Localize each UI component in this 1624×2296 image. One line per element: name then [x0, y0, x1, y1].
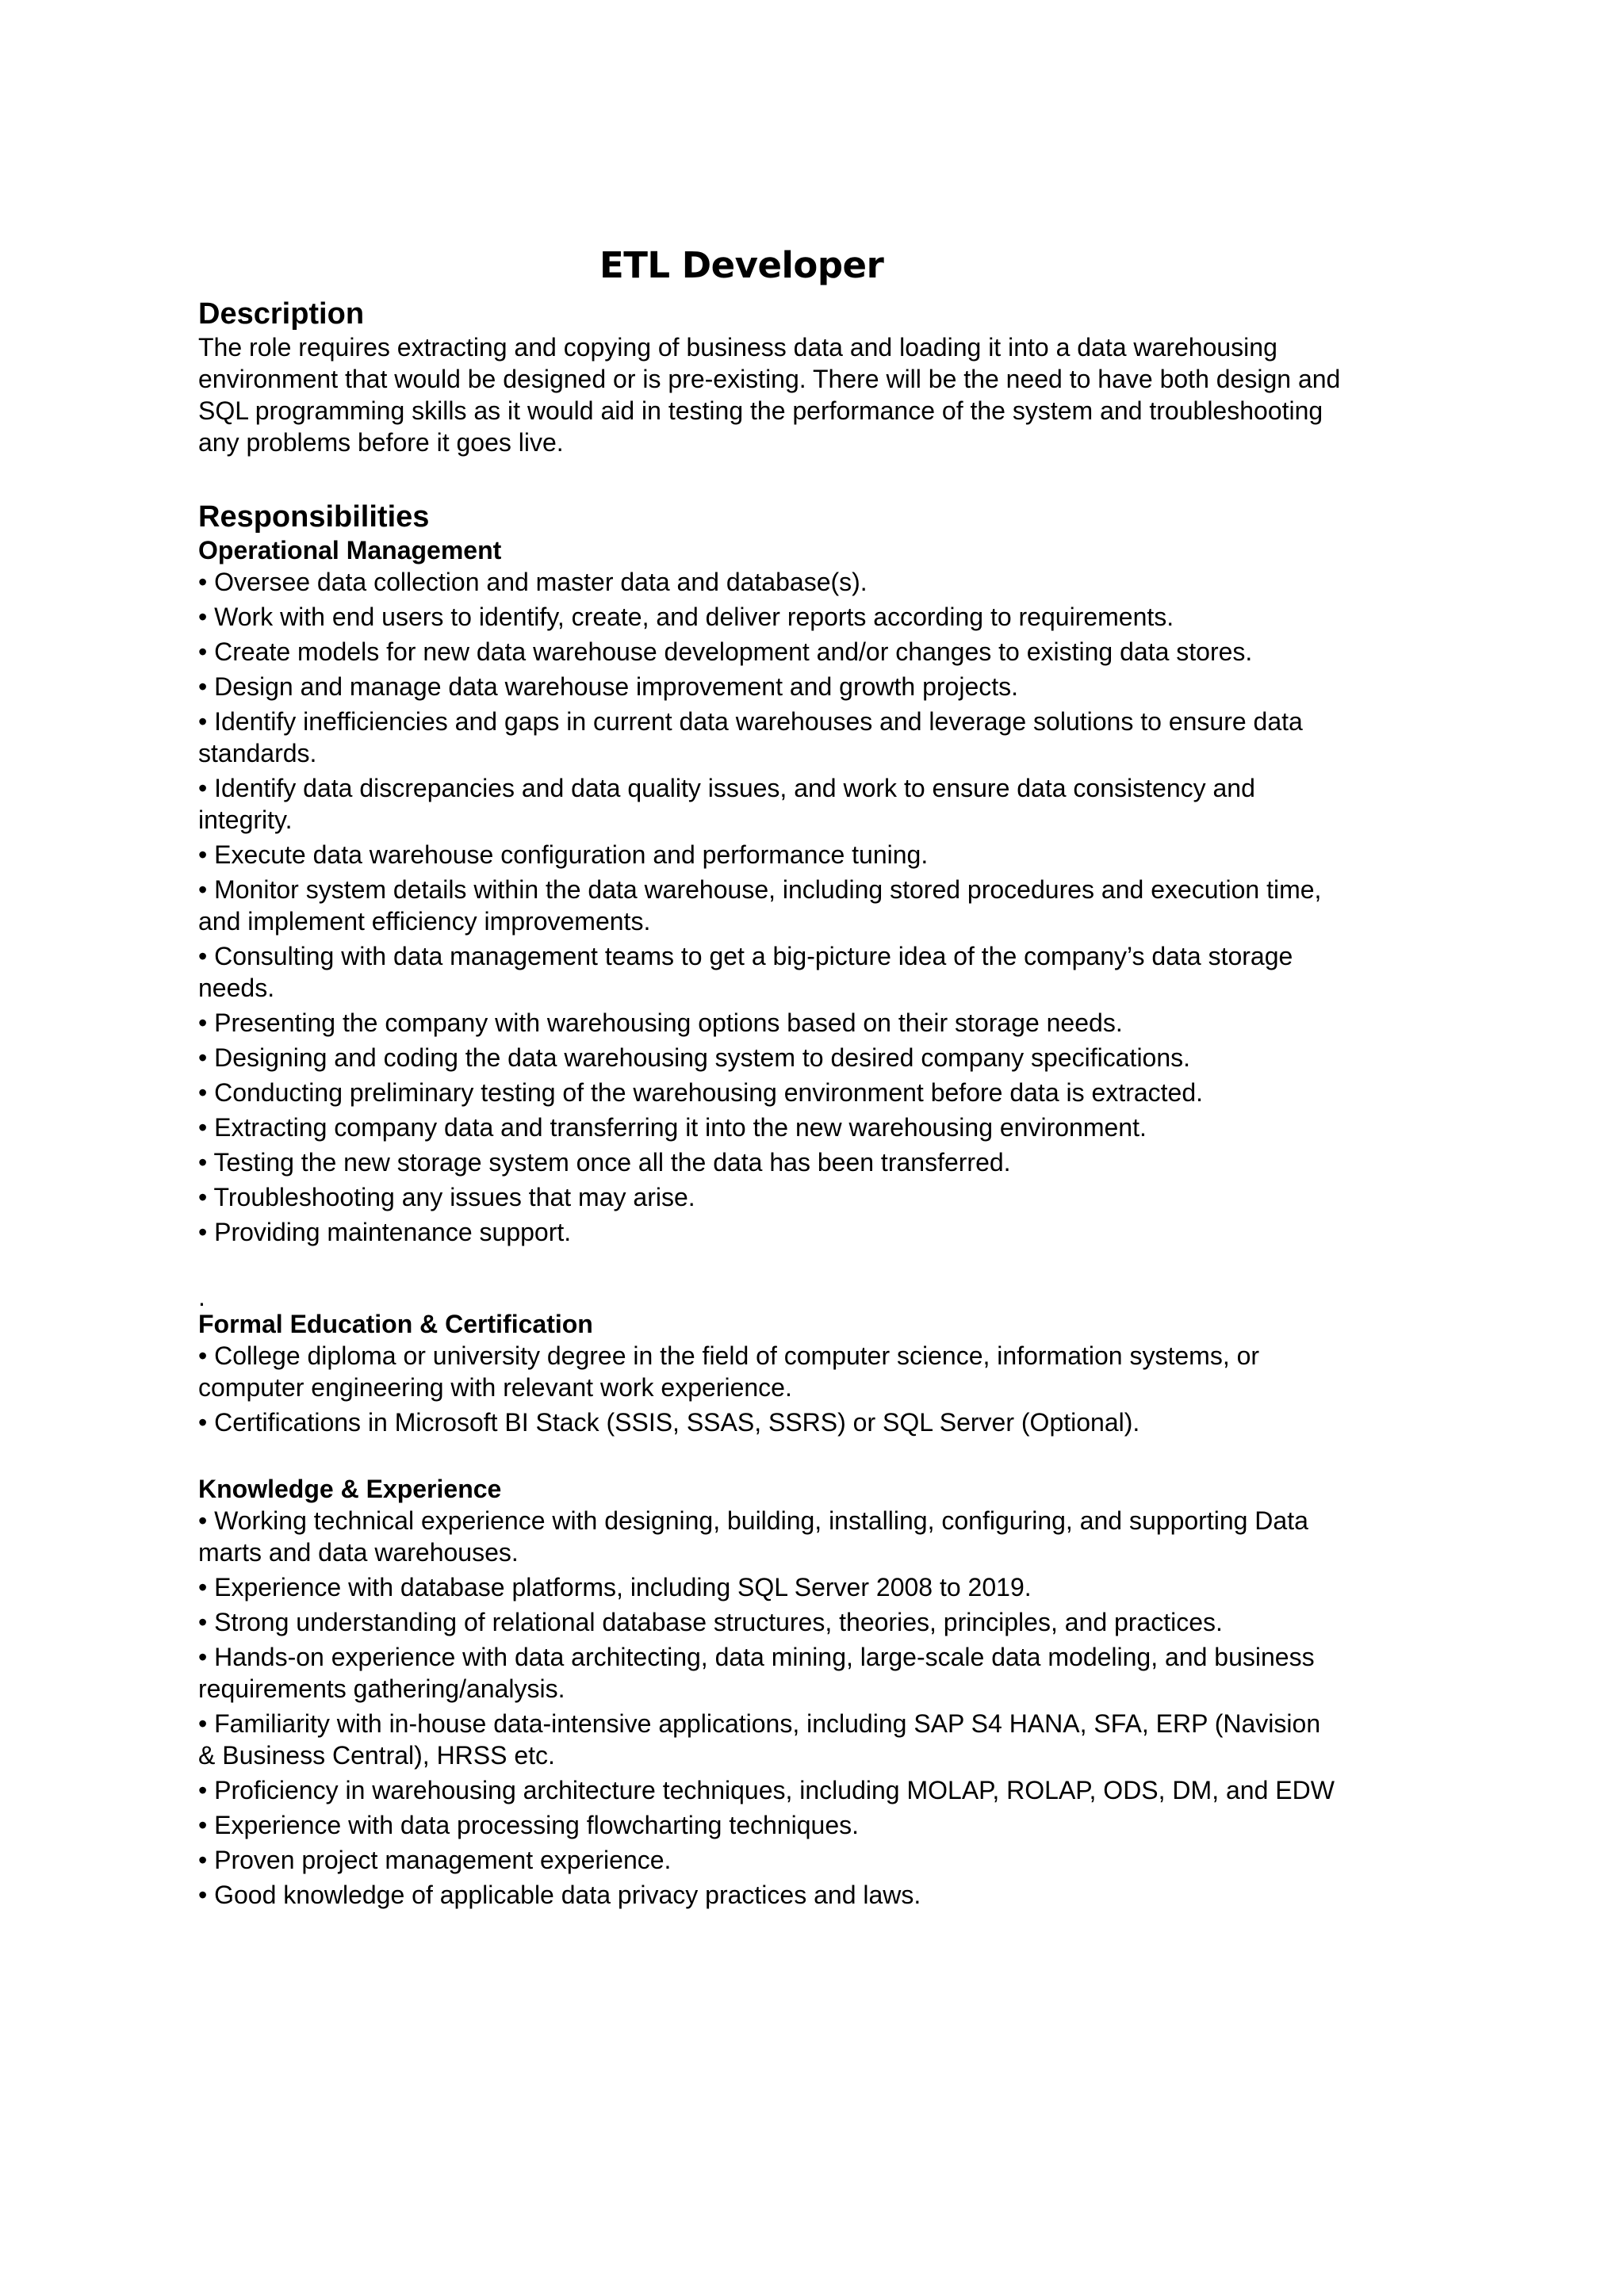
- list-item: • Design and manage data warehouse improvement and growth projects.: [198, 672, 1019, 701]
- knowledge-list: [198, 1505, 1451, 1911]
- list-item: • Experience with data processing flowcharting techniques.: [198, 1811, 859, 1839]
- education-heading: Formal Education & Certification: [198, 1310, 593, 1338]
- list-item: • Good knowledge of applicable data privacy practices and laws.: [198, 1881, 921, 1909]
- document-title: ETL Developer: [599, 244, 884, 286]
- list-item: • Consulting with data management teams to get a big-picture idea of the company’s data storage needs.: [198, 942, 1293, 1002]
- list-item: • Experience with database platforms, including SQL Server 2008 to 2019.: [198, 1573, 1032, 1601]
- list-item: • Troubleshooting any issues that may arise.: [198, 1183, 695, 1211]
- description-line: environment that would be designed or is pre-existing. There will be the need to have both design and: [198, 365, 1341, 393]
- list-item: • Strong understanding of relational database structures, theories, principles, and practices.: [198, 1608, 1223, 1636]
- list-item: • Proficiency in warehousing architecture techniques, including MOLAP, ROLAP, ODS, DM, and EDW: [198, 1776, 1335, 1804]
- description-paragraph: [198, 331, 1451, 458]
- responsibilities-heading: Responsibilities: [198, 500, 430, 534]
- document-content: [198, 235, 1451, 1914]
- list-item: • Certifications in Microsoft BI Stack (SSIS, SSAS, SSRS) or SQL Server (Optional).: [198, 1408, 1140, 1437]
- list-item: • Create models for new data warehouse development and/or changes to existing data stores.: [198, 637, 1253, 666]
- list-item: • Working technical experience with designing, building, installing, configuring, and supporting Data marts and data warehouses.: [198, 1506, 1308, 1567]
- description-line: SQL programming skills as it would aid in testing the performance of the system and troubleshooting: [198, 396, 1323, 425]
- list-item: • Identify data discrepancies and data quality issues, and work to ensure data consistency and integrity.: [198, 774, 1255, 834]
- list-item: • Extracting company data and transferring it into the new warehousing environment.: [198, 1113, 1147, 1142]
- stray-period: .: [198, 1283, 205, 1311]
- description-line: any problems before it goes live.: [198, 428, 564, 457]
- list-item: • Familiarity with in-house data-intensive applications, including SAP S4 HANA, SFA, ERP (Navision & Business Central), HRSS etc.: [198, 1709, 1321, 1770]
- list-item: • Oversee data collection and master data and database(s).: [198, 568, 868, 596]
- knowledge-heading: Knowledge & Experience: [198, 1475, 502, 1503]
- list-item: • Testing the new storage system once all the data has been transferred.: [198, 1148, 1011, 1177]
- list-item: • Conducting preliminary testing of the warehousing environment before data is extracted.: [198, 1078, 1204, 1107]
- list-item: • Hands-on experience with data architecting, data mining, large-scale data modeling, and business requirements gathering/analysis.: [198, 1643, 1315, 1703]
- list-item: • Proven project management experience.: [198, 1846, 672, 1874]
- description-line: The role requires extracting and copying of business data and loading it into a data warehousing: [198, 333, 1277, 362]
- list-item: • Execute data warehouse configuration and performance tuning.: [198, 840, 929, 869]
- operational-management-heading: Operational Management: [198, 536, 502, 564]
- list-item: • Providing maintenance support.: [198, 1218, 572, 1246]
- list-item: • Work with end users to identify, create, and deliver reports according to requirements.: [198, 603, 1174, 631]
- list-item: • Presenting the company with warehousing options based on their storage needs.: [198, 1008, 1123, 1037]
- description-heading: Description: [198, 297, 365, 331]
- operational-management-list: [198, 566, 1451, 1248]
- education-list: [198, 1340, 1451, 1438]
- list-item: • Monitor system details within the data warehouse, including stored procedures and execution time, and implement efficiency improvements.: [198, 875, 1322, 936]
- list-item: • Designing and coding the data warehousing system to desired company specifications.: [198, 1043, 1191, 1072]
- list-item: • Identify inefficiencies and gaps in current data warehouses and leverage solutions to ensure data standards.: [198, 707, 1303, 767]
- list-item: • College diploma or university degree in the field of computer science, information systems, or computer engineering with relevant work experience.: [198, 1341, 1260, 1402]
